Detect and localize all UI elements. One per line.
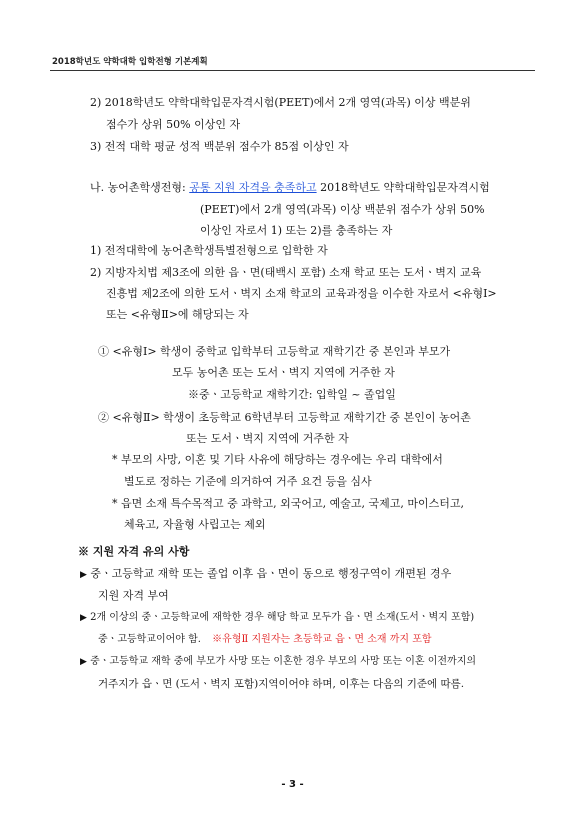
bullet-text: 중ㆍ고등학교 재학 또는 졸업 이후 읍ㆍ면이 동으로 행정구역이 개편된 경우: [90, 567, 452, 580]
caution-bullet-1: [80, 567, 451, 582]
type-marker: ②: [98, 411, 109, 424]
type-marker: ①: [98, 345, 109, 358]
note-text: 부모의 사망, 이혼 및 기타 사유에 해당하는 경우에는 우리 대학에서: [121, 453, 443, 466]
section-na-item-2-line2: 진흥법 제2조에 의한 도서ㆍ벽지 소재 학교의 교육과정을 이수한 자로서 <유형Ⅰ>: [106, 287, 497, 300]
bullet-text: 중ㆍ고등학교 재학 중에 부모가 사망 또는 이혼한 경우 부모의 사망 또는 이혼 이전까지의: [90, 656, 477, 667]
page-number: - 3 -: [281, 779, 304, 790]
star-note-1: [112, 453, 443, 467]
type-2: [98, 411, 471, 425]
type2-warning: ※유형Ⅱ 지원자는 초등학교 읍ㆍ면 소재 까지 포함: [212, 634, 432, 645]
type-1: [98, 345, 450, 359]
eligibility-link[interactable]: 공통 지원 자격을 충족하고: [189, 181, 317, 194]
list-item-2: [90, 96, 471, 110]
list-item-3: [90, 140, 349, 154]
type-1-note: ※중ㆍ고등학교 재학기간: 입학일 ~ 졸업일: [188, 388, 396, 401]
type-1-line2: 모두 농어촌 또는 도서ㆍ벽지 지역에 거주한 자: [172, 366, 395, 379]
header-divider: [50, 70, 535, 71]
section-na-item-2-line3: 또는 <유형Ⅱ>에 해당되는 자: [106, 308, 249, 321]
section-text: 2018학년도 약학대학입문자격시험: [316, 181, 490, 194]
triangle-bullet-icon: ▶: [80, 570, 87, 580]
section-label: 나. 농어촌학생전형:: [90, 181, 186, 194]
note-text: 읍면 소재 특수목적고 중 과학고, 외국어고, 예술고, 국제고, 마이스터고,: [121, 497, 464, 510]
item-text: 지방자치법 제3조에 의한 읍ㆍ면(태백시 포함) 소재 학교 또는 도서ㆍ벽지 교육: [104, 266, 482, 279]
star-note-2-line2: 체육고, 자율형 사립고는 제외: [124, 518, 266, 531]
item-number: 2): [90, 96, 102, 109]
type-label: <유형Ⅰ>: [112, 345, 157, 358]
star-note-1-line2: 별도로 정하는 기준에 의거하여 거주 요건 등을 심사: [124, 475, 372, 488]
star-note-2: [112, 497, 464, 511]
list-item-2-cont: 점수가 상위 50% 이상인 자: [106, 118, 241, 131]
star-marker: *: [112, 453, 118, 466]
caution-bullet-1-line2: 지원 자격 부여: [98, 589, 169, 602]
type-text: 학생이 중학교 입학부터 고등학교 재학기간 중 본인과 부모가: [160, 345, 451, 358]
bullet-text: 2개 이상의 중ㆍ고등학교에 재학한 경우 해당 학교 모두가 읍ㆍ면 소재(도서ㆍ벽지 포함): [90, 612, 475, 623]
triangle-bullet-icon: ▶: [80, 613, 87, 623]
caution-bullet-2: [80, 611, 474, 625]
type-label: <유형Ⅱ>: [112, 411, 160, 424]
caution-bullet-3-line2: 거주지가 읍ㆍ면 (도서ㆍ벽지 포함)지역이어야 하며, 이후는 다음의 기준에 따름.: [98, 678, 465, 690]
section-na-heading: [90, 181, 490, 195]
type-2-line2: 또는 도서ㆍ벽지 지역에 거주한 자: [186, 432, 349, 445]
type-text: 학생이 초등학교 6학년부터 고등학교 재학기간 중 본인이 농어촌: [163, 411, 471, 424]
item-number: 2): [90, 266, 102, 279]
caution-bullet-3: [80, 655, 476, 669]
section-na-item-2: [90, 266, 481, 280]
item-text: 2018학년도 약학대학입문자격시험(PEET)에서 2개 영역(과목) 이상 백분위: [104, 96, 471, 109]
item-number: 1): [90, 244, 102, 257]
item-number: 3): [90, 140, 102, 153]
section-na-line3: 이상인 자로서 1) 또는 2)를 충족하는 자: [200, 224, 393, 237]
section-na-item-1: [90, 244, 328, 258]
item-text: 전적대학에 농어촌학생특별전형으로 입학한 자: [104, 244, 328, 257]
page-header: 2018학년도 약학대학 입학전형 기본계획: [52, 57, 208, 67]
item-text: 전적 대학 평균 성적 백분위 점수가 85점 이상인 자: [104, 140, 349, 153]
bullet-text: 중ㆍ고등학교이어야 함.: [98, 634, 201, 645]
triangle-bullet-icon: ▶: [80, 657, 87, 667]
section-na-line2: (PEET)에서 2개 영역(과목) 이상 백분위 점수가 상위 50%: [200, 203, 485, 216]
star-marker: *: [112, 497, 118, 510]
caution-bullet-2-line2: [98, 633, 432, 647]
caution-title: ※ 지원 자격 유의 사항: [78, 545, 190, 558]
